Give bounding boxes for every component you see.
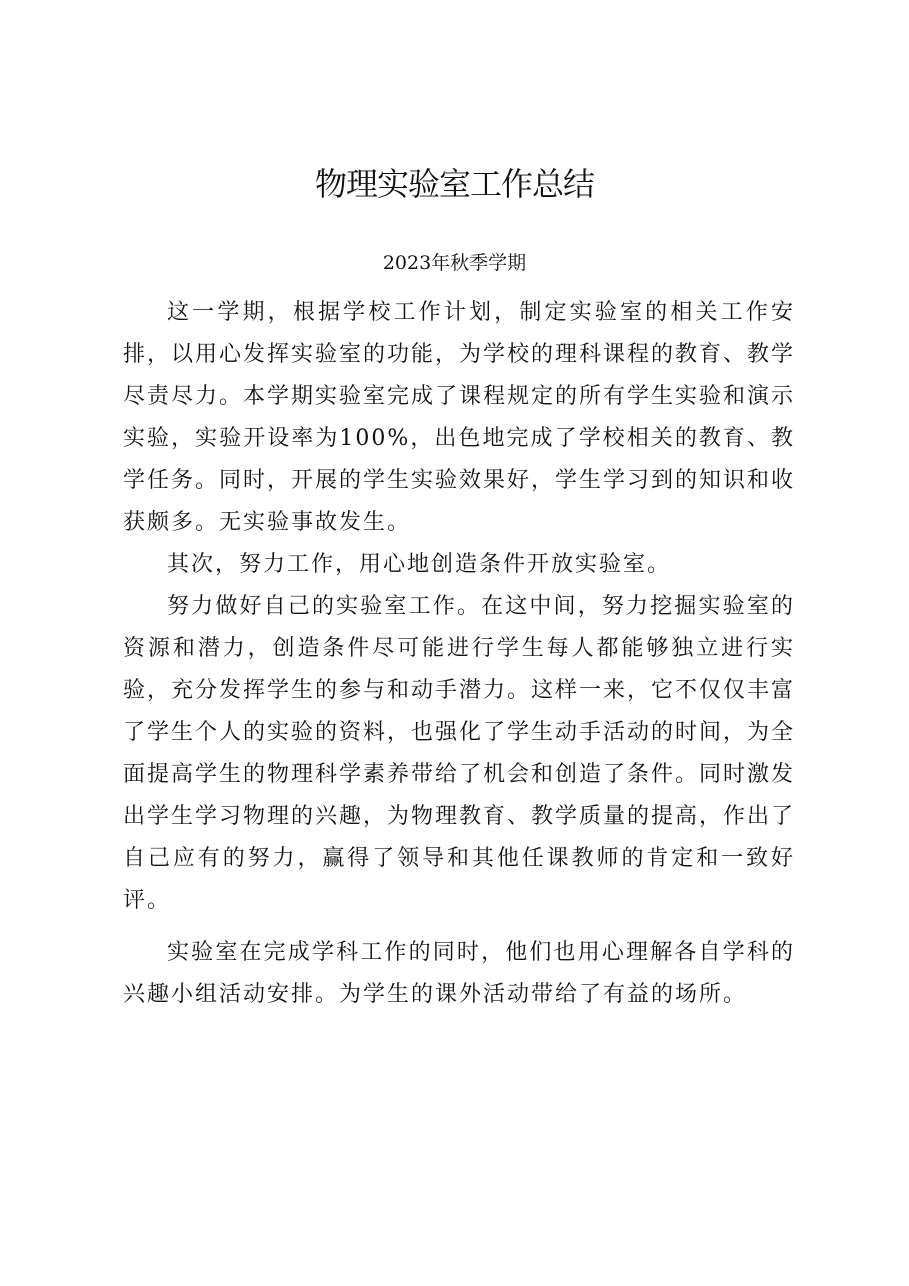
paragraph: 努力做好自己的实验室工作。在这中间，努力挖掘实验室的资源和潜力，创造条件尽可能进行学生每人都能够独立进行实验，充分发挥学生的参与和动手潜力。这样一来，它不仅仅丰富了学生个人的实验的资料，也强化了学生动手活动的时间，为全面提高学生的物理科学素养带给了机会和创造了条件。同时激发出学生学习物理的兴趣，为物理教育、教学质量的提高，作出了自己应有的努力，赢得了领导和其他任课教师的肯定和一致好评。 (123, 594, 796, 913)
document-title: 物理实验室工作总结 (314, 165, 594, 203)
paragraph: 这一学期，根据学校工作计划，制定实验室的相关工作安排，以用心发挥实验室的功能，为学校的理科课程的教育、教学尽责尽力。本学期实验室完成了课程规定的所有学生实验和演示实验，实验开设率为100%，出色地完成了学校相关的教育、教学任务。同时，开展的学生实验效果好，学生学习到的知识和收获颇多。无实验事故发生。 (123, 300, 796, 535)
document-subtitle: 2023年秋季学期 (382, 252, 527, 274)
paragraph: 实验室在完成学科工作的同时，他们也用心理解各自学科的兴趣小组活动安排。为学生的课外活动带给了有益的场所。 (123, 940, 795, 1007)
paragraph: 其次，努力工作，用心地创造条件开放实验室。 (167, 552, 672, 577)
document-body (123, 292, 795, 1016)
